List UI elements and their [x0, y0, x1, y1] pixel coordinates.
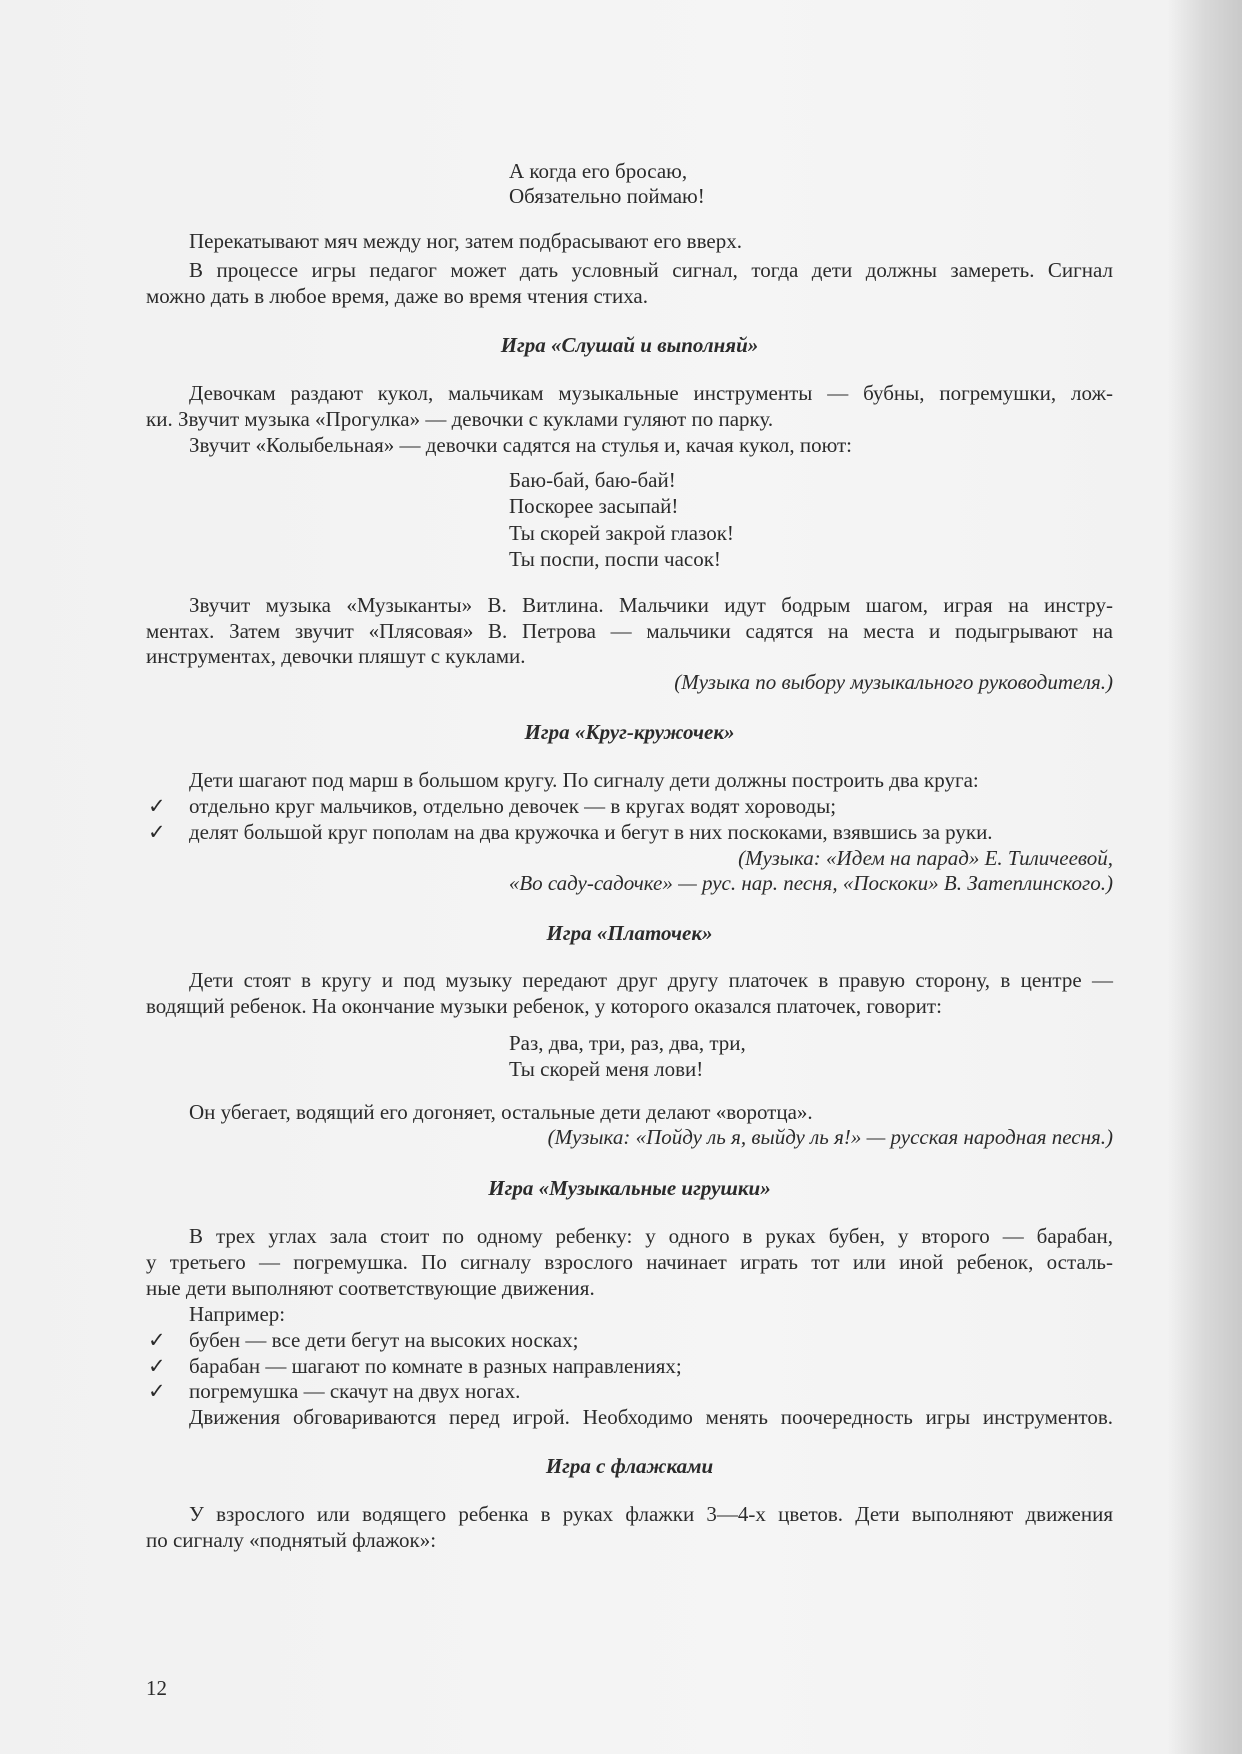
paragraph-line: по сигналу «поднятый флажок»:	[146, 1528, 437, 1552]
list-item: отдельно круг мальчиков, отдельно девочек — в кругах водят хороводы;	[189, 794, 837, 818]
list-item: делят большой круг пополам на два кружочка и бегут в них поскоками, взявшись за руки.	[189, 820, 993, 844]
page-number: 12	[146, 1676, 167, 1700]
paragraph-line: ные дети выполняют соответствующие движения.	[146, 1276, 595, 1300]
checkmark-icon: ✓	[148, 1328, 166, 1352]
poem-line: Раз, два, три, раз, два, три,	[509, 1031, 746, 1055]
paragraph-line: у третьего — погремушка. По сигналу взрослого начинает играть тот или иной ребенок, осталь-	[146, 1250, 1113, 1274]
poem-line: А когда его бросаю,	[509, 159, 688, 183]
poem-line: Баю-бай, баю-бай!	[509, 468, 676, 492]
paragraph-line: Звучит «Колыбельная» — девочки садятся на стулья и, качая кукол, поют:	[189, 433, 852, 457]
paragraph-line: ки. Звучит музыка «Прогулка» — девочки с куклами гуляют по парку.	[146, 407, 774, 431]
paragraph-line: Дети шагают под марш в большом кругу. По сигналу дети должны построить два круга:	[189, 768, 979, 792]
checkmark-icon: ✓	[148, 820, 166, 844]
music-attribution: (Музыка: «Идем на парад» Е. Тиличеевой,	[738, 846, 1113, 870]
music-attribution: (Музыка: «Пойду ль я, выйду ль я!» — русская народная песня.)	[547, 1125, 1113, 1149]
poem-line: Ты скорей меня лови!	[509, 1057, 704, 1081]
music-attribution: (Музыка по выбору музыкального руководителя.)	[674, 670, 1113, 694]
paragraph-line: Он убегает, водящий его догоняет, остальные дети делают «воротца».	[189, 1100, 813, 1124]
poem-line: Ты поспи, поспи часок!	[509, 547, 721, 571]
section-heading: Игра «Платочек»	[546, 921, 713, 945]
paragraph-line: ментах. Затем звучит «Плясовая» В. Петрова — мальчики садятся на места и подыгрывают на	[146, 619, 1113, 643]
poem-line: Поскорее засыпай!	[509, 494, 679, 518]
section-heading: Игра «Музыкальные игрушки»	[488, 1176, 771, 1200]
poem-line: Обязательно поймаю!	[509, 184, 705, 208]
checkmark-icon: ✓	[148, 1354, 166, 1378]
music-attribution: «Во саду-садочке» — рус. нар. песня, «Поскоки» В. Затеплинского.)	[508, 871, 1113, 895]
paragraph-line: Движения обговариваются перед игрой. Необходимо менять поочередность игры инструментов.	[189, 1405, 1113, 1429]
list-item: барабан — шагают по комнате в разных направлениях;	[189, 1354, 682, 1378]
paragraph-line: Девочкам раздают кукол, мальчикам музыкальные инструменты — бубны, погремушки, лож-	[189, 381, 1113, 405]
section-heading: Игра «Слушай и выполняй»	[500, 333, 759, 357]
paragraph-line: В процессе игры педагог может дать условный сигнал, тогда дети должны замереть. Сигнал	[189, 258, 1113, 282]
paragraph-line: Например:	[189, 1302, 286, 1326]
paragraph-line: Перекатывают мяч между ног, затем подбрасывают его вверх.	[189, 229, 742, 253]
paragraph-line: инструментах, девочки пляшут с куклами.	[146, 644, 526, 668]
checkmark-icon: ✓	[148, 794, 166, 818]
paragraph-line: В трех углах зала стоит по одному ребенку: у одного в руках бубен, у второго — барабан,	[189, 1224, 1113, 1248]
paragraph-line: У взрослого или водящего ребенка в руках флажки 3—4-х цветов. Дети выполняют движения	[189, 1502, 1113, 1526]
section-heading: Игра с флажками	[545, 1454, 714, 1478]
list-item: бубен — все дети бегут на высоких носках;	[189, 1328, 579, 1352]
paragraph-line: Звучит музыка «Музыканты» В. Витлина. Мальчики идут бодрым шагом, играя на инстру-	[189, 593, 1113, 617]
checkmark-icon: ✓	[148, 1379, 166, 1403]
poem-line: Ты скорей закрой глазок!	[509, 521, 734, 545]
list-item: погремушка — скачут на двух ногах.	[189, 1379, 521, 1403]
paragraph-line: Дети стоят в кругу и под музыку передают друг другу платочек в правую сторону, в центре —	[189, 968, 1113, 992]
section-heading: Игра «Круг-кружочек»	[524, 720, 735, 744]
paragraph-line: водящий ребенок. На окончание музыки ребенок, у которого оказался платочек, говорит:	[146, 994, 942, 1018]
paragraph-line: можно дать в любое время, даже во время чтения стиха.	[146, 284, 649, 308]
